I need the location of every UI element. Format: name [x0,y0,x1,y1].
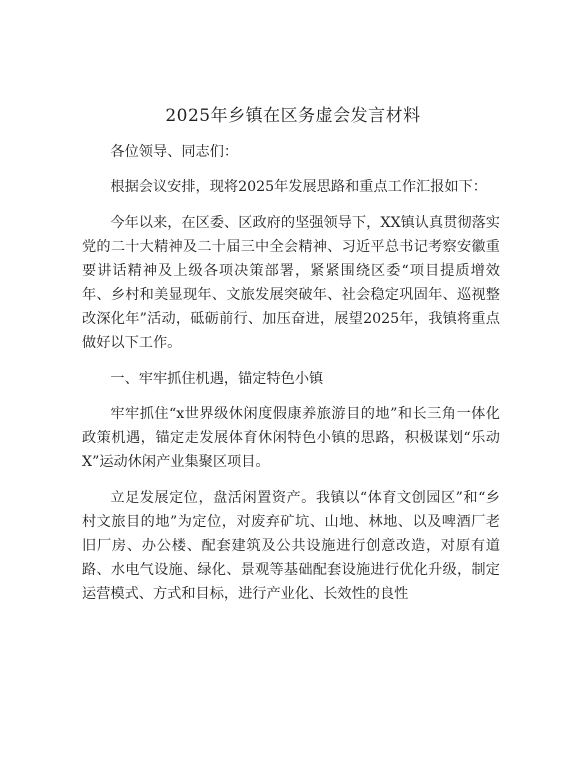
body-paragraph-1: 根据会议安排，现将2025年发展思路和重点工作汇报如下： [110,179,487,195]
body-paragraph-2: 今年以来，在区委、区政府的坚强领导下，XX镇认真贯彻落实党的二十大精神及二十届三中全会精神、习近平总书记考察安徽重要讲话精神及上级各项决策部署，紧紧围绕区委“项目提质增效年、乡村和美显现年、文旅发展突破年、社会稳定巩固年、巡视整改深化年”活动，砥砺前行、加压奋进，展望2025年，我镇将重点做好以下工作。 [82,215,500,351]
greeting-paragraph: 各位领导、同志们： [110,144,239,160]
section-paragraph-2: 立足发展定位，盘活闲置资产。我镇以“体育文创园区”和“乡村文旅目的地”为定位，对废弃矿坑、山地、林地、以及啤酒厂老旧厂房、办公楼、配套建筑及公共设施进行创意改造，对原有道路、水电气设施、绿化、景观等基础配套设施进行优化升级，制定运营模式、方式和目标，进行产业化、长效性的良性 [82,490,500,602]
document-title: 2025年乡镇在区务虚会发言材料 [165,106,421,126]
section-heading: 一、牢牢抓住机遇，锚定特色小镇 [110,371,324,387]
section-paragraph-1: 牢牢抓住“x世界级休闲度假康养旅游目的地”和长三角一体化政策机遇，锚定走发展体育休闲特色小镇的思路，积极谋划“乐动X”运动休闲产业集聚区项目。 [82,406,500,470]
document-body [82,140,500,618]
